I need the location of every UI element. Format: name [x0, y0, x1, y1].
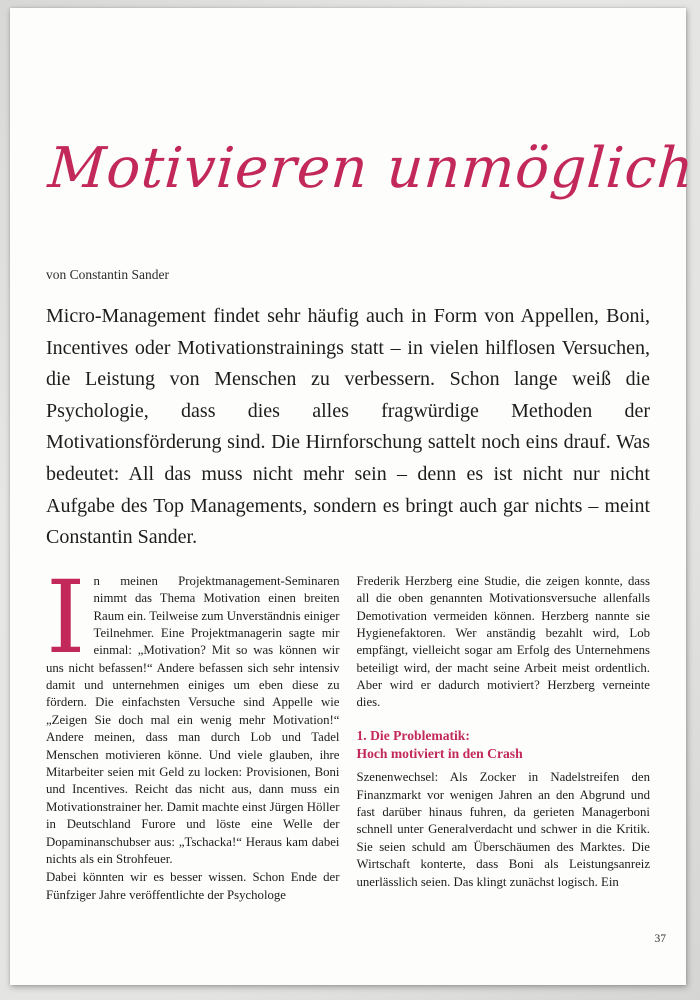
article-page: [10, 8, 697, 985]
left-column: [46, 558, 340, 904]
article-title: Motivieren unmöglich: [46, 136, 697, 201]
section-heading-line2: Hoch motiviert in den Crash: [356, 745, 523, 761]
body-paragraph: Frederik Herzberg eine Studie, die zeigen konnte, dass all die oben genannten Motivationsversuche allenfalls Demotivation vermeiden können. Herzberg nannte sie Hygienefaktoren. Wer anständig bezahlt wird, Lob empfängt, vielleicht sogar am Erfolg des Unternehmens beteiligt wird, der macht seine Arbeit meist ordentlich. Aber wird er dadurch motiviert? Herzberg verneinte dies.: [356, 573, 650, 710]
body-text: n meinen Projektmanagement-Seminaren nimmt das Thema Motivation einen breiten Raum ein. Teilweise zum Unverständnis einiger Teilnehmer. Eine Projektmanagerin sagte mir einmal: „Motivation? Mit so was können wir uns nicht befassen!“ Andere befassen sich sehr intensiv damit und unternehmen einiges um eben diese zu fördern. Die einfachsten Versuche sind Appelle wie „Zeigen Sie doch mal ein wenig mehr Motivation!“ Andere meinen, dass man durch Lob und Tadel Menschen motivieren könne. Und viele glauben, ihre Mitarbeiter seien mit Geld zu locken: Provisionen, Boni und Incentives. Reicht das nicht aus, dann muss ein Motivationstrainer her. Damit machte einst Jürgen Höller in Deutschland Furore und löste eine Welle der Dopaminanschubser aus: „Tschacka!“ Heraus kam dabei nichts als ein Strohfeuer.: [46, 573, 340, 866]
section-heading-line1: 1. Die Problematik:: [356, 727, 470, 743]
body-paragraph: [46, 558, 340, 869]
section-heading: [357, 727, 651, 762]
article-columns: [46, 558, 650, 904]
body-paragraph: Dabei könnten wir es besser wissen. Schon Ende der Fünfziger Jahre veröffentlichte der Psychologe: [46, 870, 340, 902]
lead-paragraph: Micro-Management findet sehr häufig auch in Form von Appellen, Boni, Incentives oder Motivationstrainings statt – in vielen hilflosen Versuchen, die Leistung von Menschen zu verbessern. Schon lange weiß die Psychologie, dass dies alles fragwürdige Methoden der Motivationsförderung sind. Die Hirnforschung sattelt noch eins drauf. Was bedeutet: All das muss nicht mehr sein – denn es ist nicht nur nicht Aufgabe des Top Managements, sondern es bringt auch gar nichts – meint Constantin Sander.: [46, 305, 650, 549]
page-number: 37: [654, 933, 666, 945]
drop-cap: I: [46, 558, 86, 676]
byline: von Constantin Sander: [46, 267, 169, 282]
right-column: [357, 573, 651, 904]
body-paragraph: Szenenwechsel: Als Zocker in Nadelstreifen den Finanzmarkt vor wenigen Jahren an den Abgrund und fast darüber hinaus fuhren, da gerieten Managerboni schnell unter Generalverdacht und schwer in die Kritik. Sie seien schuld am Überschäumen des Marktes. Die Wirtschaft konterte, dass Boni als Leistungsanreiz unerlässlich seien. Das klingt zunächst logisch. Ein: [356, 770, 650, 889]
